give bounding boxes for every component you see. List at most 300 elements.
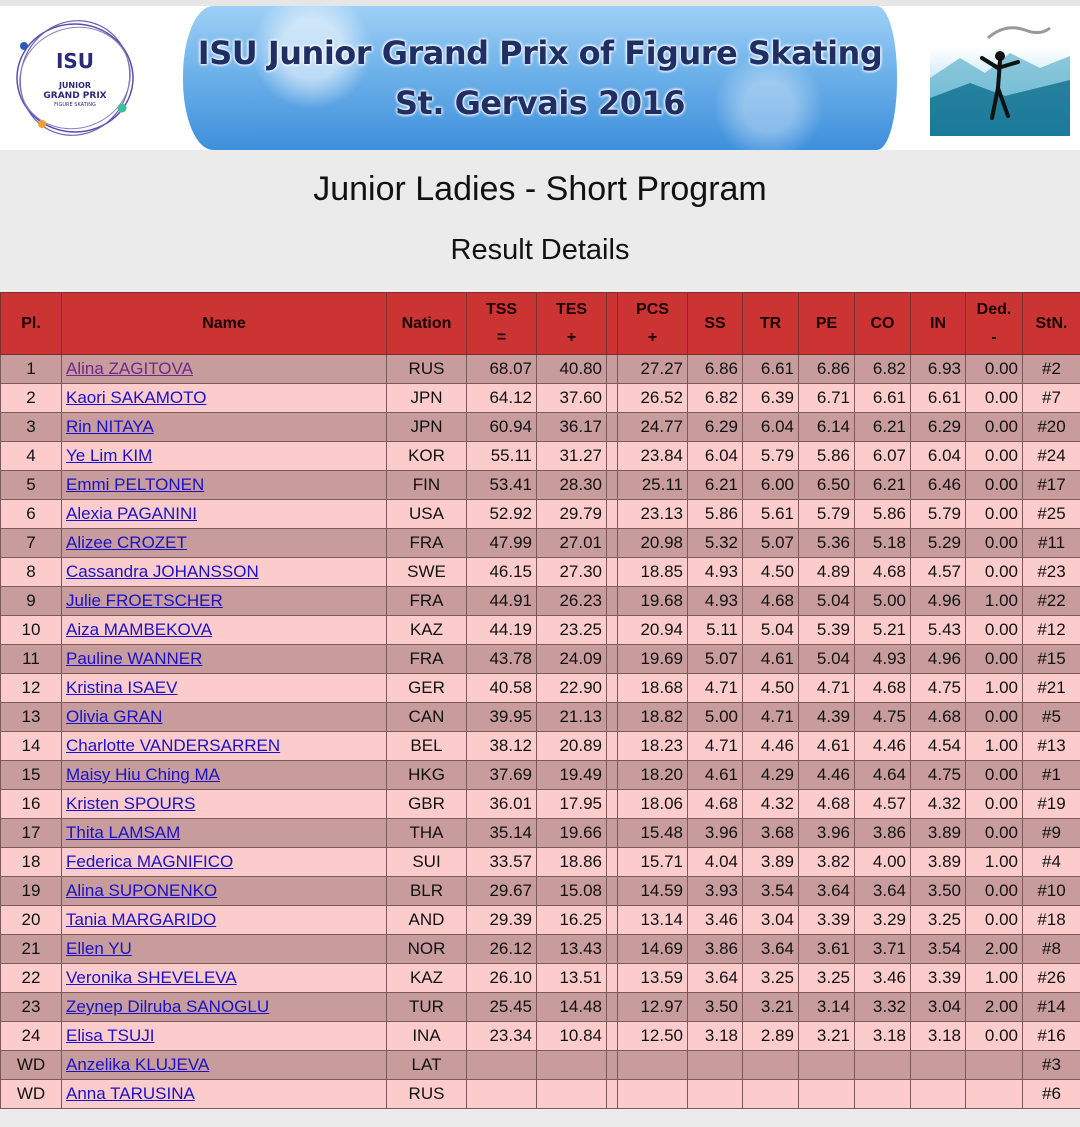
cell-tes: 22.90: [537, 674, 607, 703]
cell-ss: 3.86: [688, 935, 743, 964]
cell-tss: 46.15: [467, 558, 537, 587]
cell-pl: 10: [1, 616, 62, 645]
cell-pe: 3.64: [799, 877, 855, 906]
cell-tes: 17.95: [537, 790, 607, 819]
cell-nation: BEL: [387, 732, 467, 761]
cell-spacer: [607, 413, 618, 442]
cell-ded: 1.00: [966, 674, 1023, 703]
skater-name-link[interactable]: Alizee CROZET: [66, 533, 187, 552]
cell-spacer: [607, 1051, 618, 1080]
skater-name-link[interactable]: Julie FROETSCHER: [66, 591, 223, 610]
column-header-sublabel: +: [647, 328, 658, 346]
skater-name-cell: [62, 674, 387, 703]
skater-name-cell: [62, 819, 387, 848]
cell-co: [855, 1051, 911, 1080]
cell-ded: 0.00: [966, 645, 1023, 674]
cell-spacer: [607, 442, 618, 471]
column-header-pcs: [618, 293, 688, 355]
column-header-label: Ded.: [976, 300, 1012, 318]
cell-ss: 4.04: [688, 848, 743, 877]
cell-pe: 3.21: [799, 1022, 855, 1051]
cell-co: 3.64: [855, 877, 911, 906]
cell-nation: INA: [387, 1022, 467, 1051]
cell-tes: 19.66: [537, 819, 607, 848]
cell-stn: #10: [1023, 877, 1080, 906]
cell-co: 5.00: [855, 587, 911, 616]
cell-tr: 5.79: [743, 442, 799, 471]
cell-tes: 20.89: [537, 732, 607, 761]
cell-tss: 37.69: [467, 761, 537, 790]
cell-pe: 5.36: [799, 529, 855, 558]
cell-ded: 0.00: [966, 790, 1023, 819]
cell-pe: 6.71: [799, 384, 855, 413]
cell-pl: 5: [1, 471, 62, 500]
cell-pl: 22: [1, 964, 62, 993]
cell-nation: JPN: [387, 413, 467, 442]
cell-ded: 2.00: [966, 935, 1023, 964]
cell-in: 4.75: [911, 761, 966, 790]
cell-tr: 5.07: [743, 529, 799, 558]
cell-pcs: 26.52: [618, 384, 688, 413]
skater-name-cell: [62, 877, 387, 906]
cell-stn: #24: [1023, 442, 1080, 471]
cell-tss: 23.34: [467, 1022, 537, 1051]
table-row: [1, 1051, 1080, 1080]
cell-co: 4.93: [855, 645, 911, 674]
skater-name-link[interactable]: Alina SUPONENKO: [66, 881, 218, 900]
cell-tss: 55.11: [467, 442, 537, 471]
cell-tss: 43.78: [467, 645, 537, 674]
cell-in: 4.57: [911, 558, 966, 587]
cell-ded: 0.00: [966, 529, 1023, 558]
cell-tes: 27.01: [537, 529, 607, 558]
cell-pl: 18: [1, 848, 62, 877]
cell-ss: 3.18: [688, 1022, 743, 1051]
skater-name-cell: [62, 935, 387, 964]
cell-pcs: 18.85: [618, 558, 688, 587]
column-header-label: Nation: [401, 314, 452, 332]
cell-stn: #22: [1023, 587, 1080, 616]
skater-name-cell: [62, 964, 387, 993]
cell-ss: 3.64: [688, 964, 743, 993]
cell-stn: #3: [1023, 1051, 1080, 1080]
cell-stn: #15: [1023, 645, 1080, 674]
cell-pl: 23: [1, 993, 62, 1022]
cell-in: 3.89: [911, 848, 966, 877]
cell-in: 3.50: [911, 877, 966, 906]
cell-tr: 3.25: [743, 964, 799, 993]
logo-junior-text: JUNIOR: [58, 81, 92, 90]
table-row: [1, 819, 1080, 848]
skater-name-link[interactable]: Alexia PAGANINI: [66, 504, 198, 523]
cell-co: 3.71: [855, 935, 911, 964]
cell-nation: KAZ: [387, 964, 467, 993]
cell-nation: THA: [387, 819, 467, 848]
skater-name-link[interactable]: Kaori SAKAMOTO: [66, 388, 207, 407]
cell-stn: #1: [1023, 761, 1080, 790]
skater-name-link[interactable]: Thita LAMSAM: [66, 823, 181, 842]
cell-tss: 35.14: [467, 819, 537, 848]
cell-nation: SWE: [387, 558, 467, 587]
cell-tss: 68.07: [467, 355, 537, 384]
skater-name-cell: [62, 355, 387, 384]
skater-name-link[interactable]: Tania MARGARIDO: [66, 910, 217, 929]
cell-pl: 24: [1, 1022, 62, 1051]
cell-tes: 19.49: [537, 761, 607, 790]
cell-tes: 40.80: [537, 355, 607, 384]
cell-spacer: [607, 906, 618, 935]
cell-pcs: 23.84: [618, 442, 688, 471]
cell-ded: 0.00: [966, 471, 1023, 500]
table-row: [1, 355, 1080, 384]
cell-pl: 9: [1, 587, 62, 616]
cell-co: 4.68: [855, 558, 911, 587]
logo-fs-text: FIGURE SKATING: [54, 102, 96, 108]
skater-name-link[interactable]: Aiza MAMBEKOVA: [66, 620, 213, 639]
cell-tes: 24.09: [537, 645, 607, 674]
table-row: [1, 877, 1080, 906]
logo-grandprix-text: GRAND PRIX: [43, 91, 107, 101]
cell-pcs: 18.23: [618, 732, 688, 761]
skater-name-link[interactable]: Rin NITAYA: [66, 417, 154, 436]
cell-nation: RUS: [387, 355, 467, 384]
cell-tss: 26.10: [467, 964, 537, 993]
cell-pcs: 18.20: [618, 761, 688, 790]
cell-ss: 6.82: [688, 384, 743, 413]
cell-spacer: [607, 529, 618, 558]
skater-name-link[interactable]: Pauline WANNER: [66, 649, 203, 668]
column-header-pe: [799, 293, 855, 355]
cell-spacer: [607, 761, 618, 790]
cell-stn: #7: [1023, 384, 1080, 413]
cell-stn: #5: [1023, 703, 1080, 732]
cell-ss: 6.86: [688, 355, 743, 384]
cell-in: 3.25: [911, 906, 966, 935]
column-header-ss: [688, 293, 743, 355]
cell-pl: 8: [1, 558, 62, 587]
cell-tes: 18.86: [537, 848, 607, 877]
cell-stn: #12: [1023, 616, 1080, 645]
column-header-name: [62, 293, 387, 355]
cell-tr: 6.61: [743, 355, 799, 384]
cell-pl: 13: [1, 703, 62, 732]
cell-ded: 1.00: [966, 964, 1023, 993]
skater-name-cell: [62, 703, 387, 732]
cell-stn: #14: [1023, 993, 1080, 1022]
cell-stn: #9: [1023, 819, 1080, 848]
cell-ded: 0.00: [966, 442, 1023, 471]
cell-tss: 25.45: [467, 993, 537, 1022]
cell-stn: #18: [1023, 906, 1080, 935]
cell-stn: #4: [1023, 848, 1080, 877]
cell-in: 5.43: [911, 616, 966, 645]
cell-tes: 29.79: [537, 500, 607, 529]
event-banner: [0, 0, 1080, 150]
cell-pl: 3: [1, 413, 62, 442]
cell-pcs: 18.68: [618, 674, 688, 703]
cell-tr: 4.68: [743, 587, 799, 616]
cell-ded: 0.00: [966, 558, 1023, 587]
cell-co: 3.29: [855, 906, 911, 935]
cell-pcs: 15.71: [618, 848, 688, 877]
cell-pe: 5.04: [799, 645, 855, 674]
cell-spacer: [607, 471, 618, 500]
skater-name-cell: [62, 529, 387, 558]
cell-ded: 0.00: [966, 384, 1023, 413]
table-row: [1, 471, 1080, 500]
cell-tr: [743, 1080, 799, 1109]
cell-pl: 14: [1, 732, 62, 761]
cell-co: 6.21: [855, 413, 911, 442]
cell-in: [911, 1051, 966, 1080]
skater-name-cell: [62, 471, 387, 500]
cell-pe: 5.04: [799, 587, 855, 616]
column-header-label: TSS: [485, 300, 518, 318]
cell-tss: 53.41: [467, 471, 537, 500]
cell-tes: 21.13: [537, 703, 607, 732]
cell-pcs: 14.59: [618, 877, 688, 906]
cell-tr: 4.50: [743, 674, 799, 703]
skater-name-link[interactable]: Zeynep Dilruba SANOGLU: [66, 997, 270, 1016]
cell-tss: 44.19: [467, 616, 537, 645]
page-headings: [0, 150, 1080, 290]
cell-nation: RUS: [387, 1080, 467, 1109]
skater-name-link[interactable]: Maisy Hiu Ching MA: [66, 765, 220, 784]
cell-co: 4.57: [855, 790, 911, 819]
cell-nation: KAZ: [387, 616, 467, 645]
table-header-row: [1, 293, 1080, 355]
cell-tes: 26.23: [537, 587, 607, 616]
cell-ss: 6.04: [688, 442, 743, 471]
cell-in: 4.68: [911, 703, 966, 732]
cell-co: 3.46: [855, 964, 911, 993]
cell-pe: 6.14: [799, 413, 855, 442]
cell-stn: #26: [1023, 964, 1080, 993]
logo-isu-text: ISU: [55, 49, 95, 73]
cell-tss: 29.67: [467, 877, 537, 906]
page-title: Junior Ladies - Short Program: [313, 170, 767, 208]
skater-name-link[interactable]: Cassandra JOHANSSON: [66, 562, 259, 581]
skater-name-cell: [62, 442, 387, 471]
cell-tss: 60.94: [467, 413, 537, 442]
skater-name-cell: [62, 993, 387, 1022]
cell-spacer: [607, 732, 618, 761]
cell-pcs: 24.77: [618, 413, 688, 442]
skater-name-cell: [62, 558, 387, 587]
column-header-tes: [537, 293, 607, 355]
cell-nation: USA: [387, 500, 467, 529]
cell-co: 6.21: [855, 471, 911, 500]
skater-name-cell: [62, 1080, 387, 1109]
cell-co: 6.61: [855, 384, 911, 413]
cell-pcs: 13.14: [618, 906, 688, 935]
cell-ded: 0.00: [966, 355, 1023, 384]
cell-pl: 20: [1, 906, 62, 935]
cell-spacer: [607, 964, 618, 993]
cell-pe: 4.39: [799, 703, 855, 732]
cell-ded: 2.00: [966, 993, 1023, 1022]
cell-pl: 7: [1, 529, 62, 558]
skater-name-link[interactable]: Kristina ISAEV: [66, 678, 178, 697]
cell-in: 4.32: [911, 790, 966, 819]
cell-spacer: [607, 877, 618, 906]
cell-in: 4.75: [911, 674, 966, 703]
table-row: [1, 442, 1080, 471]
cell-ss: 3.46: [688, 906, 743, 935]
cell-tr: 4.71: [743, 703, 799, 732]
cell-spacer: [607, 384, 618, 413]
isu-junior-grand-prix-logo: [10, 16, 140, 140]
column-header-label: TES: [555, 300, 588, 318]
cell-ded: 0.00: [966, 616, 1023, 645]
cell-stn: #6: [1023, 1080, 1080, 1109]
cell-in: 4.54: [911, 732, 966, 761]
cell-spacer: [607, 1080, 618, 1109]
cell-ss: 4.71: [688, 674, 743, 703]
cell-spacer: [607, 355, 618, 384]
cell-tr: 4.32: [743, 790, 799, 819]
skater-name-link[interactable]: Kristen SPOURS: [66, 794, 196, 813]
cell-pe: 3.25: [799, 964, 855, 993]
skater-name-link[interactable]: Emmi PELTONEN: [66, 475, 205, 494]
cell-in: 3.39: [911, 964, 966, 993]
cell-spacer: [607, 500, 618, 529]
cell-co: 4.64: [855, 761, 911, 790]
column-header-co: [855, 293, 911, 355]
cell-in: 6.46: [911, 471, 966, 500]
cell-tr: [743, 1051, 799, 1080]
skater-name-link[interactable]: Ye Lim KIM: [66, 446, 153, 465]
cell-co: 6.07: [855, 442, 911, 471]
table-row: [1, 790, 1080, 819]
cell-pcs: 12.97: [618, 993, 688, 1022]
cell-spacer: [607, 848, 618, 877]
cell-spacer: [607, 935, 618, 964]
cell-in: 6.29: [911, 413, 966, 442]
cell-stn: #2: [1023, 355, 1080, 384]
banner-title-line1: ISU Junior Grand Prix of Figure Skating: [197, 34, 883, 72]
cell-tss: 40.58: [467, 674, 537, 703]
cell-co: 4.46: [855, 732, 911, 761]
cell-nation: LAT: [387, 1051, 467, 1080]
cell-ss: 6.21: [688, 471, 743, 500]
cell-ded: 0.00: [966, 500, 1023, 529]
cell-ss: 5.32: [688, 529, 743, 558]
column-header-label: IN: [930, 314, 946, 332]
cell-tr: 2.89: [743, 1022, 799, 1051]
cell-in: 6.93: [911, 355, 966, 384]
skater-name-link[interactable]: Anzelika KLUJEVA: [66, 1055, 210, 1074]
cell-ded: 0.00: [966, 877, 1023, 906]
cell-tr: 3.89: [743, 848, 799, 877]
cell-tr: 4.50: [743, 558, 799, 587]
cell-pl: 2: [1, 384, 62, 413]
skater-name-link[interactable]: Olivia GRAN: [66, 707, 163, 726]
cell-pl: 19: [1, 877, 62, 906]
cell-nation: FIN: [387, 471, 467, 500]
cell-pe: 3.39: [799, 906, 855, 935]
cell-stn: #21: [1023, 674, 1080, 703]
cell-pcs: 19.69: [618, 645, 688, 674]
page-subtitle: Result Details: [450, 234, 630, 266]
cell-stn: #16: [1023, 1022, 1080, 1051]
cell-in: 3.18: [911, 1022, 966, 1051]
cell-in: 4.96: [911, 645, 966, 674]
cell-co: 4.00: [855, 848, 911, 877]
cell-tss: 47.99: [467, 529, 537, 558]
column-header-label: PCS: [636, 300, 669, 318]
cell-in: 5.79: [911, 500, 966, 529]
skater-name-cell: [62, 1051, 387, 1080]
cell-pl: 17: [1, 819, 62, 848]
cell-pcs: 18.82: [618, 703, 688, 732]
cell-spacer: [607, 1022, 618, 1051]
cell-pe: 3.96: [799, 819, 855, 848]
skater-name-cell: [62, 906, 387, 935]
column-header-label: StN.: [1035, 314, 1068, 332]
cell-spacer: [607, 703, 618, 732]
table-row: [1, 384, 1080, 413]
column-header-sublabel: -: [991, 328, 997, 346]
cell-pcs: 18.06: [618, 790, 688, 819]
skater-name-cell: [62, 587, 387, 616]
cell-co: 5.21: [855, 616, 911, 645]
skater-name-cell: [62, 645, 387, 674]
table-body: [1, 355, 1080, 1109]
table-row: [1, 616, 1080, 645]
cell-tss: 33.57: [467, 848, 537, 877]
cell-nation: BLR: [387, 877, 467, 906]
cell-spacer: [607, 587, 618, 616]
cell-spacer: [607, 616, 618, 645]
cell-tr: 6.39: [743, 384, 799, 413]
skater-name-link[interactable]: Federica MAGNIFICO: [66, 852, 234, 871]
cell-ss: 3.93: [688, 877, 743, 906]
column-header-label: TR: [759, 314, 782, 332]
skater-name-link[interactable]: Anna TARUSINA: [66, 1084, 195, 1103]
banner-title-panel: [183, 6, 897, 150]
cell-tes: 15.08: [537, 877, 607, 906]
cell-nation: SUI: [387, 848, 467, 877]
cell-ss: [688, 1051, 743, 1080]
skater-name-link[interactable]: Alina ZAGITOVA: [66, 359, 193, 378]
table-row: [1, 935, 1080, 964]
cell-tss: 52.92: [467, 500, 537, 529]
cell-spacer: [607, 819, 618, 848]
cell-pl: 11: [1, 645, 62, 674]
cell-ded: [966, 1080, 1023, 1109]
table-row: [1, 848, 1080, 877]
cell-tes: 27.30: [537, 558, 607, 587]
cell-nation: AND: [387, 906, 467, 935]
cell-co: 4.75: [855, 703, 911, 732]
cell-stn: #19: [1023, 790, 1080, 819]
skater-name-cell: [62, 761, 387, 790]
cell-pl: 6: [1, 500, 62, 529]
cell-pe: 4.61: [799, 732, 855, 761]
cell-ss: 5.11: [688, 616, 743, 645]
cell-spacer: [607, 674, 618, 703]
cell-tes: [537, 1080, 607, 1109]
cell-pcs: 25.11: [618, 471, 688, 500]
cell-stn: #20: [1023, 413, 1080, 442]
skater-name-link[interactable]: Ellen YU: [66, 939, 132, 958]
table-row: [1, 500, 1080, 529]
cell-pe: 4.68: [799, 790, 855, 819]
skater-name-link[interactable]: Charlotte VANDERSARREN: [66, 736, 281, 755]
skater-name-link[interactable]: Veronika SHEVELEVA: [66, 968, 237, 987]
skater-name-link[interactable]: Elisa TSUJI: [66, 1026, 155, 1045]
